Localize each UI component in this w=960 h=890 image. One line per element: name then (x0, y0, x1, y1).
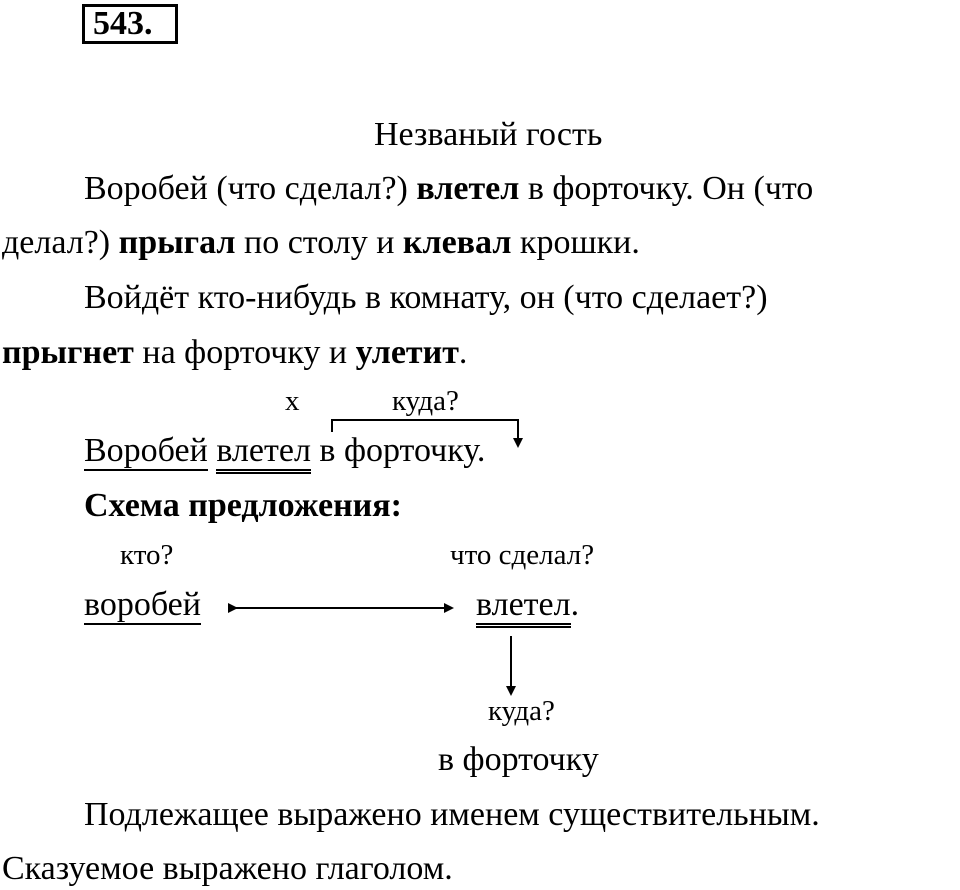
p1-text-d: делал?) (2, 224, 119, 261)
p1-verb-vletel: влетел (416, 170, 520, 207)
scheme-predicate-word: влетел (476, 586, 571, 628)
mark-x: х (285, 385, 300, 417)
conclusion-line-2: Сказуемое выражено глаголом. (2, 850, 453, 887)
question-what-did: что сделал? (450, 539, 595, 571)
p2-verb-uletit: улетит (355, 334, 459, 371)
task-number: 543. (93, 5, 153, 42)
scheme-subject-word: воробей (84, 586, 201, 623)
scheme-period: . (570, 586, 580, 623)
dependency-bracket-arrow (332, 420, 518, 446)
p1-verb-prygal: прыгал (118, 224, 236, 261)
scheme-heading: Схема предложения: (84, 487, 402, 524)
p1-text-f: по столу и (235, 224, 403, 261)
paragraph-2-line-1: Войдёт кто-нибудь в комнату, он (что сделает?) (84, 279, 768, 316)
conclusion-line-1: Подлежащее выражено именем существительным. (84, 796, 820, 833)
p1-verb-kleval: клевал (402, 224, 512, 261)
p2-text-e: . (458, 334, 468, 371)
p1-text-h: крошки. (511, 224, 640, 261)
parsed-rest: в форточку. (310, 432, 486, 469)
parsed-subject: Воробей (84, 432, 208, 469)
question-where-top: куда? (392, 385, 459, 417)
question-who: кто? (120, 539, 174, 571)
scheme-object: в форточку (438, 741, 599, 778)
question-where-bottom: куда? (488, 695, 555, 727)
p2-verb-prygnet: прыгнет (2, 334, 134, 371)
p1-text-c: в форточку. Он (что (519, 170, 814, 207)
parsed-predicate: влетел (216, 432, 311, 474)
text-title: Незваный гость (374, 116, 603, 153)
p1-text-a: Воробей (что сделал?) (84, 170, 417, 207)
p2-text-c: на форточку и (133, 334, 356, 371)
